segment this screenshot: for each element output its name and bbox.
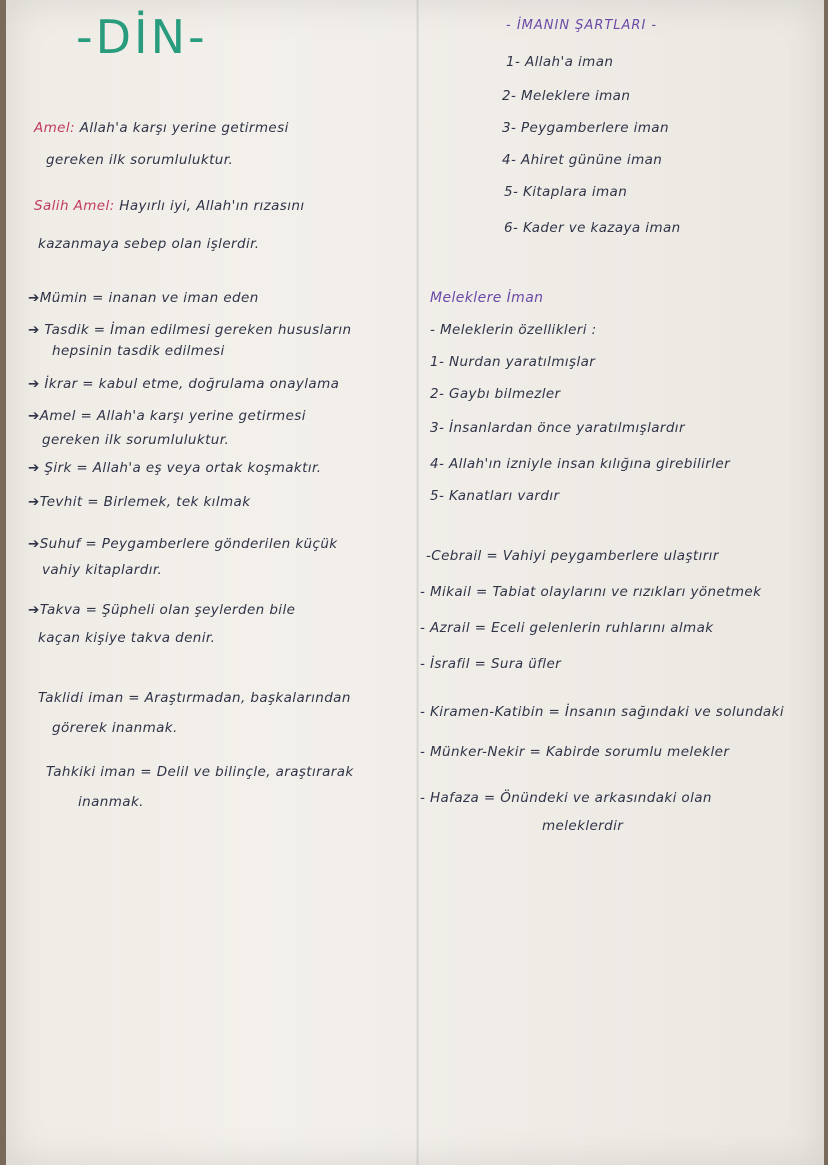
notebook-page [6, 0, 824, 1165]
melek-azrail: - Azrail = Eceli gelenlerin ruhlarını almak [420, 620, 714, 636]
melek-hafaza-line-2: meleklerdir [542, 818, 624, 834]
taklidi-iman: Taklidi iman = Araştırmadan, başkalarından [38, 690, 351, 706]
sart-4: 4- Ahiret gününe iman [502, 152, 663, 168]
term-amel-line-2: gereken ilk sorumluluktur. [42, 432, 230, 448]
sart-5: 5- Kitaplara iman [504, 184, 628, 200]
amel-def-1: Allah'a karşı yerine getirmesi [79, 120, 289, 136]
sart-6: 6- Kader ve kazaya iman [504, 220, 681, 236]
page-title: -DİN- [76, 10, 208, 64]
melek-ozellikleri-title: - Meleklerin özellikleri : [430, 322, 597, 338]
term-tevhit: ➔Tevhit = Birlemek, tek kılmak [28, 494, 251, 510]
amel-term: Amel: [34, 120, 75, 136]
tahkiki-iman: Tahkiki iman = Delil ve bilinçle, araştırarak [46, 764, 354, 780]
ozellik-1: 1- Nurdan yaratılmışlar [430, 354, 596, 370]
amel-def-2: gereken ilk sorumluluktur. [46, 152, 234, 168]
meleklere-iman-title: Meleklere İman [430, 290, 544, 306]
melek-israfil: - İsrafil = Sura üfler [420, 656, 562, 672]
sart-1: 1- Allah'a iman [506, 54, 614, 70]
salih-amel-def-2: kazanmaya sebep olan işlerdir. [38, 236, 260, 252]
term-sirk: ➔ Şirk = Allah'a eş veya ortak koşmaktır. [28, 460, 322, 476]
melek-munker-nekir: - Münker-Nekir = Kabirde sorumlu melekler [420, 744, 730, 760]
term-mumin: ➔Mümin = inanan ve iman eden [28, 290, 259, 306]
melek-hafaza: - Hafaza = Önündeki ve arkasındaki olan [420, 790, 712, 806]
iman-sartlari-title: - İMANIN ŞARTLARI - [506, 18, 658, 33]
melek-cebrail: -Cebrail = Vahiyi peygamberlere ulaştırır [426, 548, 719, 564]
salih-amel-definition [34, 198, 305, 214]
amel-definition [34, 120, 289, 136]
tahkiki-iman-line-2: inanmak. [78, 794, 144, 810]
sart-2: 2- Meleklere iman [502, 88, 631, 104]
ozellik-4: 4- Allah'ın izniyle insan kılığına girebilirler [430, 456, 731, 472]
term-tasdik-line-2: hepsinin tasdik edilmesi [52, 343, 225, 359]
taklidi-iman-line-2: görerek inanmak. [52, 720, 178, 736]
term-takva: ➔Takva = Şüpheli olan şeylerden bile [28, 602, 296, 618]
page-fold [416, 0, 420, 1165]
term-tasdik: ➔ Tasdik = İman edilmesi gereken hususların [28, 322, 352, 338]
melek-mikail: - Mikail = Tabiat olaylarını ve rızıkları yönetmek [420, 584, 762, 600]
ozellik-5: 5- Kanatları vardır [430, 488, 560, 504]
sart-3: 3- Peygamberlere iman [502, 120, 669, 136]
term-suhuf: ➔Suhuf = Peygamberlere gönderilen küçük [28, 536, 338, 552]
salih-amel-term: Salih Amel: [34, 198, 115, 214]
term-amel: ➔Amel = Allah'a karşı yerine getirmesi [28, 408, 306, 424]
term-suhuf-line-2: vahiy kitaplardır. [42, 562, 163, 578]
melek-kiramen-katibin: - Kiramen-Katibin = İnsanın sağındaki ve solundaki [420, 704, 784, 720]
term-ikrar: ➔ İkrar = kabul etme, doğrulama onaylama [28, 376, 340, 392]
salih-amel-def-1: Hayırlı iyi, Allah'ın rızasını [119, 198, 305, 214]
ozellik-3: 3- İnsanlardan önce yaratılmışlardır [430, 420, 685, 436]
ozellik-2: 2- Gaybı bilmezler [430, 386, 561, 402]
term-takva-line-2: kaçan kişiye takva denir. [38, 630, 216, 646]
